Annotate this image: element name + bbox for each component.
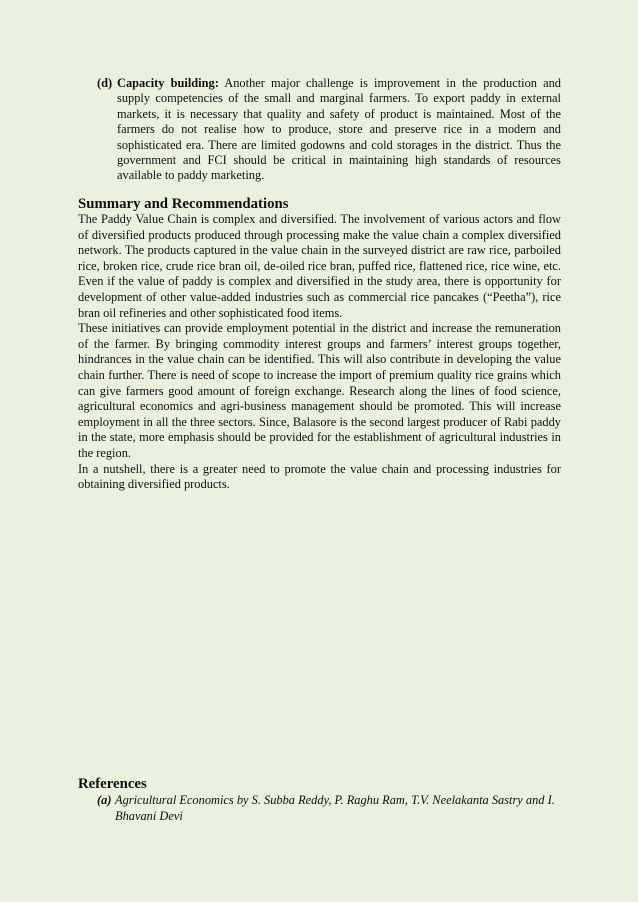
list-item-title: Capacity building: xyxy=(117,76,219,90)
list-item-text xyxy=(117,76,561,184)
list-item-label: (d) xyxy=(97,76,113,90)
summary-paragraph: The Paddy Value Chain is complex and diversified. The involvement of various actors and flow of diversified products produced through processing make the value chain a complex diversified network. The products captured in the value chain in the surveyed district are raw rice, parboiled rice, broken rice, crude rice bran oil, de-oiled rice bran, puffed rice, flattened rice, rice wine, etc. Even if the value of paddy is complex and diversified in the study area, there is opportunity for development of other value-added industries such as commercial rice pancakes (“Peetha”), rice bran oil refineries and other sophisticated food items. xyxy=(78,212,561,320)
list-item-capacity-building xyxy=(97,76,561,184)
references-heading: References xyxy=(78,776,147,792)
reference-label: (a) xyxy=(97,793,112,807)
summary-paragraph: These initiatives can provide employment potential in the district and increase the remuneration of the farmer. By bringing commodity interest groups and farmers’ interest groups together, hindrances in the value chain can be identified. This will also contribute in developing the value chain further. There is need of scope to increase the import of premium quality rice grains which can give farmers good amount of foreign exchange. Research along the lines of food science, agricultural economics and agri-business management should be promoted. This will increase employment in all the three sectors. Since, Balasore is the second largest producer of Rabi paddy in the state, more emphasis should be provided for the establishment of agricultural industries in the region. xyxy=(78,321,561,460)
reference-item xyxy=(97,793,561,824)
summary-body xyxy=(78,212,561,493)
list-item-body: Another major challenge is improvement in the production and supply competencies of the small and marginal farmers. To export paddy in external markets, it is necessary that quality and safety of product is maintained. Most of the farmers do not realise how to produce, store and preserve rice in a modern and sophisticated era. There are limited godowns and cold storages in the district. Thus the government and FCI should be critical in maintaining high standards of resources available to paddy marketing. xyxy=(117,76,561,183)
reference-text: Agricultural Economics by S. Subba Reddy, P. Raghu Ram, T.V. Neelakanta Sastry and I. Bhavani Devi xyxy=(115,793,555,823)
summary-paragraph: In a nutshell, there is a greater need to promote the value chain and processing industries for obtaining diversified products. xyxy=(78,461,561,492)
summary-heading: Summary and Recommendations xyxy=(78,196,289,212)
